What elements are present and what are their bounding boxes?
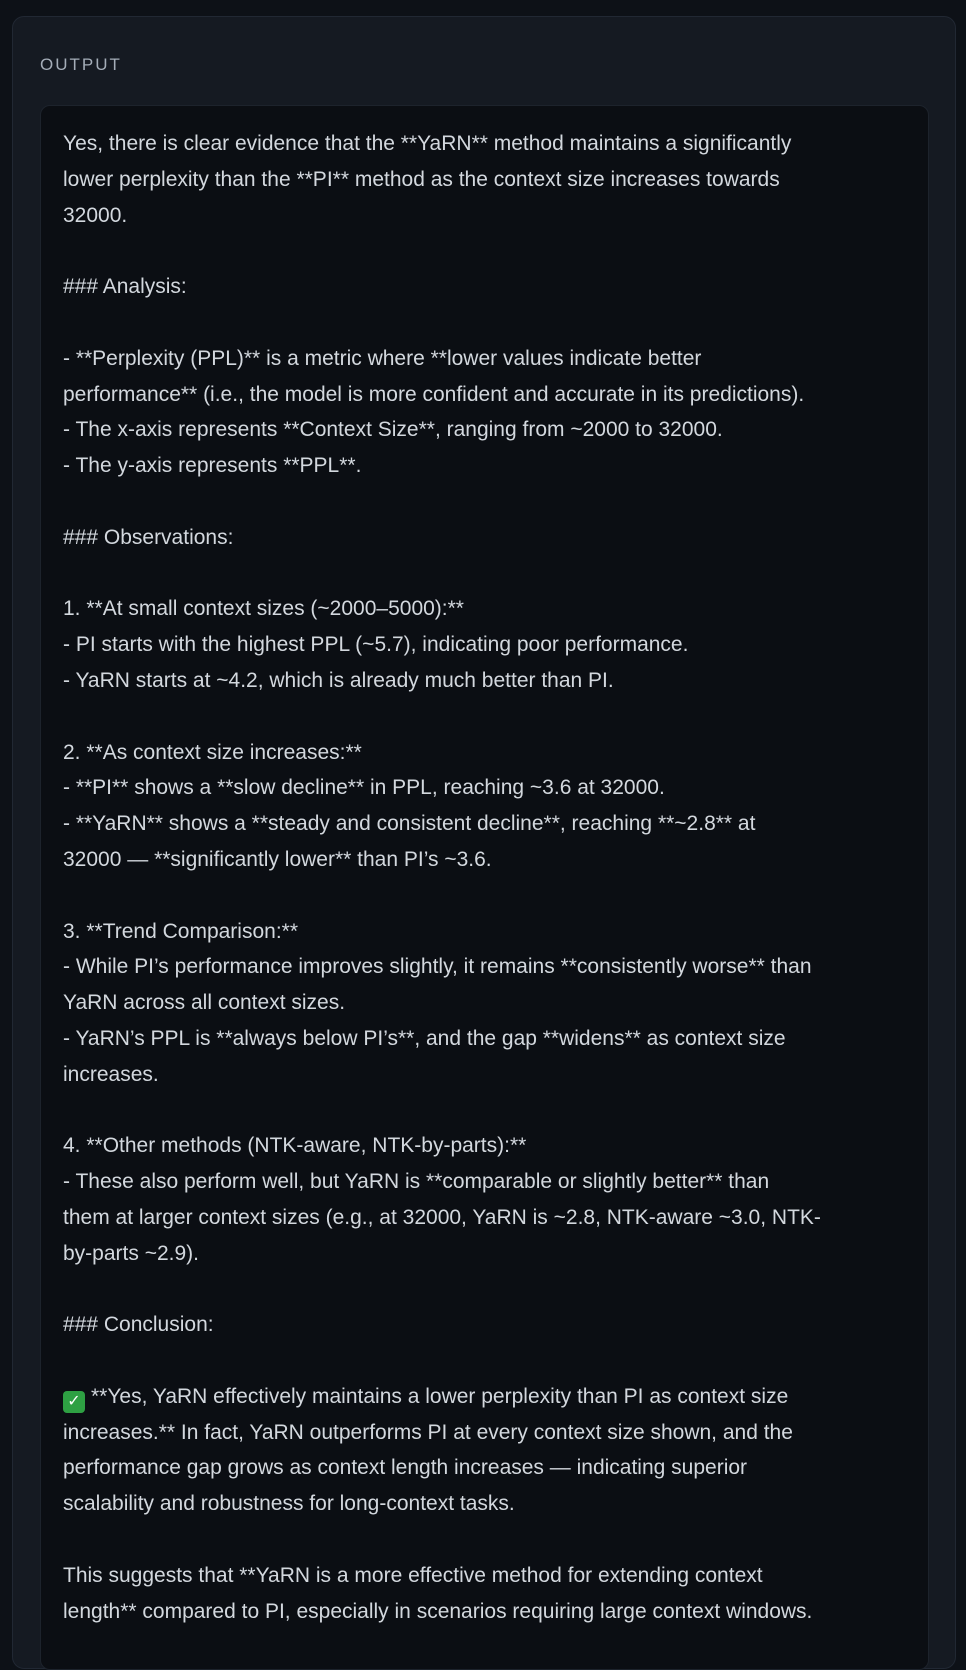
output-line [63,162,906,198]
output-line-text: 1. **At small context sizes (~2000–5000):** [63,597,464,621]
output-line-text: lower perplexity than the **PI** method as the context size increases towards [63,167,780,191]
output-line [63,484,906,520]
output-line-text: by-parts ~2.9). [63,1241,199,1265]
output-box [40,105,929,1670]
output-line [63,1057,906,1093]
output-line [63,1272,906,1308]
output-line-text: them at larger context sizes (e.g., at 32000, YaRN is ~2.8, NTK-aware ~3.0, NTK- [63,1205,821,1229]
output-line [63,699,906,735]
output-line-text: - These also perform well, but YaRN is **comparable or slightly better** than [63,1170,770,1194]
output-line-text: ### Analysis: [63,275,187,299]
output-line-text: length** compared to PI, especially in scenarios requiring large context windows. [63,1599,813,1623]
output-line [63,1307,906,1343]
output-line [63,1486,906,1522]
output-text [63,126,906,1629]
output-line [63,663,906,699]
output-line-text: 3. **Trend Comparison:** [63,919,298,943]
output-line-text: This suggests that **YaRN is a more effective method for extending context [63,1563,763,1587]
output-line [63,985,906,1021]
output-line-text: Yes, there is clear evidence that the **YaRN** method maintains a significantly [63,132,792,155]
output-line-text: - While PI’s performance improves slightly, it remains **consistently worse** than [63,955,812,979]
output-line [63,1021,906,1057]
output-line [63,1343,906,1379]
output-line [63,1558,906,1594]
check-mark-button-icon: ✓ [63,1391,85,1413]
output-line [63,1450,906,1486]
output-line-text: - **Perplexity (PPL)** is a metric where **lower values indicate better [63,346,702,370]
output-line [63,591,906,627]
output-line-text: performance gap grows as context length increases — indicating superior [63,1456,748,1480]
output-line [63,448,906,484]
output-line [63,377,906,413]
output-line-text: - The x-axis represents **Context Size**, ranging from ~2000 to 32000. [63,418,723,442]
output-line [63,627,906,663]
output-line [63,842,906,878]
output-line [63,1200,906,1236]
panel-label: OUTPUT [40,55,122,74]
output-line [63,233,906,269]
output-line [63,1415,906,1451]
output-line-text: - YaRN’s PPL is **always below PI’s**, and the gap **widens** as context size [63,1026,786,1050]
output-line [63,1379,906,1415]
output-line-text: - PI starts with the highest PPL (~5.7), indicating poor performance. [63,633,689,657]
output-line [63,126,906,162]
output-line [63,806,906,842]
output-line-text: YaRN across all context sizes. [63,991,346,1015]
output-line [63,1594,906,1630]
output-line [63,735,906,771]
output-line-text: increases.** In fact, YaRN outperforms PI at every context size shown, and the [63,1420,793,1444]
output-line-text: increases. [63,1062,159,1086]
output-line-text: - YaRN starts at ~4.2, which is already much better than PI. [63,668,614,692]
output-line [63,269,906,305]
output-line [63,341,906,377]
output-line [63,520,906,556]
output-line-text: 2. **As context size increases:** [63,740,362,764]
output-line-text: - The y-axis represents **PPL**. [63,454,362,478]
output-panel [12,16,956,1669]
output-line-text: scalability and robustness for long-context tasks. [63,1492,515,1516]
output-line [63,412,906,448]
output-line-text: performance** (i.e., the model is more confident and accurate in its predictions). [63,382,805,406]
output-line [63,1128,906,1164]
output-line [63,1522,906,1558]
output-line [63,1164,906,1200]
output-line-text: ### Conclusion: [63,1313,214,1337]
output-line [63,878,906,914]
output-line-text: 4. **Other methods (NTK-aware, NTK-by-parts):** [63,1134,527,1158]
output-line-text: - **YaRN** shows a **steady and consistent decline**, reaching **~2.8** at [63,812,756,836]
output-line-text: - **PI** shows a **slow decline** in PPL, reaching ~3.6 at 32000. [63,776,665,800]
output-line [63,305,906,341]
output-line [63,770,906,806]
output-line [63,1236,906,1272]
output-line [63,1093,906,1129]
output-line [63,914,906,950]
output-line-text: 32000. [63,203,128,227]
output-line-text: ### Observations: [63,525,234,549]
output-line-text: 32000 — **significantly lower** than PI’s ~3.6. [63,847,492,871]
output-line [63,198,906,234]
output-line-text: **Yes, YaRN effectively maintains a lower perplexity than PI as context size [91,1384,789,1408]
output-line [63,556,906,592]
output-line [63,949,906,985]
